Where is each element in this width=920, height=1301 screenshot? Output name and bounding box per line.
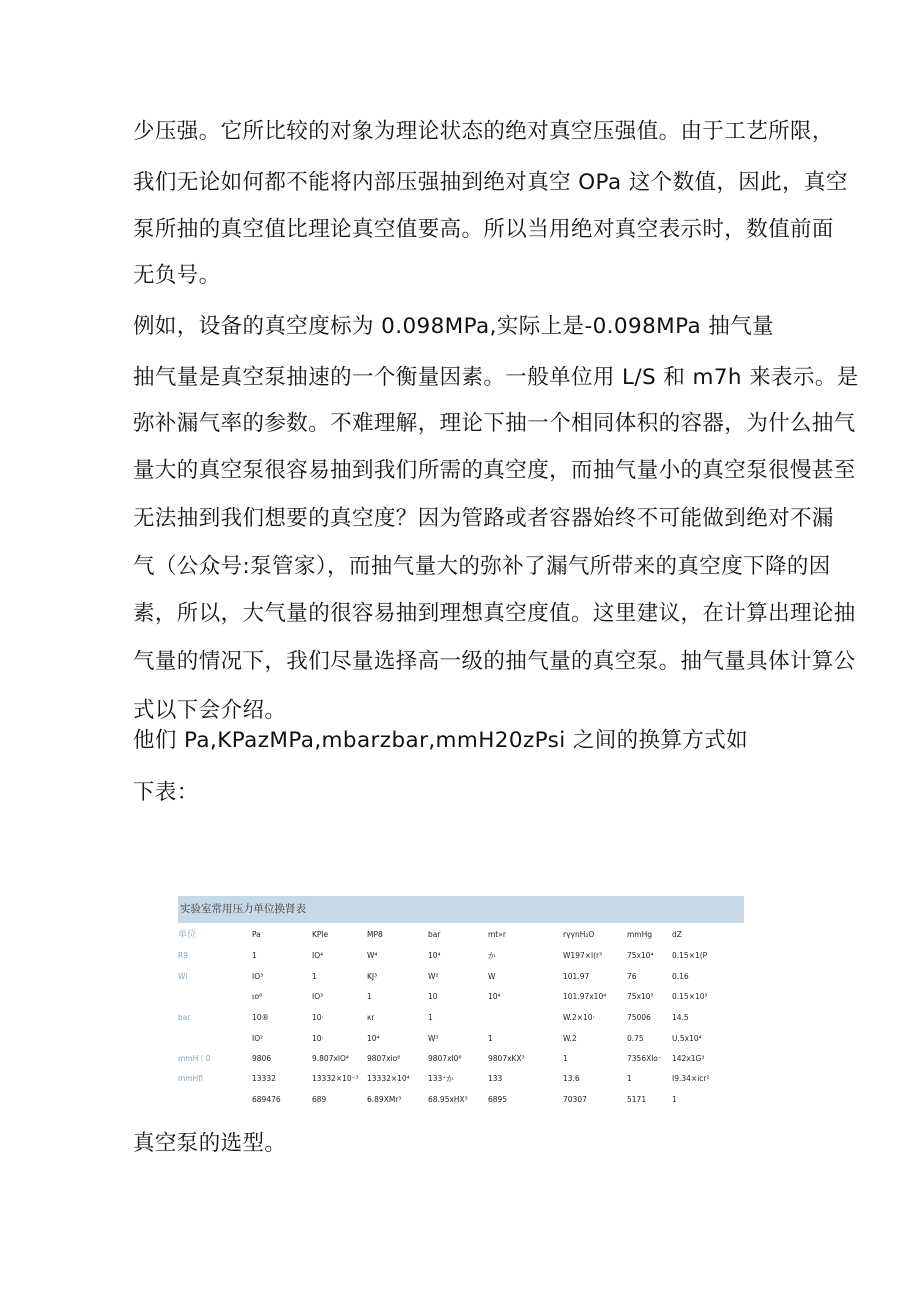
table-row xyxy=(178,1069,744,1089)
table-header-cell: Pa xyxy=(252,930,261,939)
table-header-cell: rγγnH₂O xyxy=(563,930,595,939)
table-header-cell: dZ xyxy=(672,930,682,939)
table-cell: 75006 xyxy=(627,1013,651,1022)
table-cell: 1 xyxy=(367,992,372,1001)
paragraph-line: 无负号。 xyxy=(133,263,221,288)
table-row-label: mmH丨0 xyxy=(178,1054,211,1063)
table-cell: 76 xyxy=(627,972,637,981)
table-cell: W³ xyxy=(428,1034,439,1043)
table-cell: ιo⁶ xyxy=(252,992,263,1001)
table-cell: 6895 xyxy=(488,1095,508,1104)
paragraph-line: 他们 Pa,KPazMPa,mbarzbar,mmH20zPsi 之间的换算方式如 xyxy=(133,728,749,753)
table-cell: W² xyxy=(428,972,439,981)
table-row-label: Wi xyxy=(178,972,188,981)
table-cell: 0.15×1(P xyxy=(672,951,708,960)
table-cell: 1 xyxy=(563,1054,568,1063)
table-cell: 689 xyxy=(312,1095,327,1104)
table-cell: 10⁴ xyxy=(488,992,501,1001)
table-cell: 101.97 xyxy=(563,972,590,981)
table-header-cell: bar xyxy=(428,930,441,939)
table-row-label: R9 xyxy=(178,951,188,960)
table-cell: W197×l(r³ xyxy=(563,951,603,960)
table-cell: 9.807xlO⁴ xyxy=(312,1054,349,1063)
table-cell: IO⁴ xyxy=(312,951,324,960)
paragraph-line: 量大的真空泵很容易抽到我们所需的真空度，而抽气量小的真空泵很慢甚至 xyxy=(133,458,856,483)
table-cell: 10⁴ xyxy=(428,951,441,960)
table-caption: 实验室常用压力单位换肾表 xyxy=(178,896,744,923)
table-cell: IO³ xyxy=(312,992,324,1001)
table-cell: か xyxy=(488,951,496,960)
paragraph-line: 无法抽到我们想要的真空度？因为管路或者容器始终不可能做到绝对不漏 xyxy=(133,506,834,531)
table-cell: 1 xyxy=(312,972,317,981)
table-cell: 9806 xyxy=(252,1054,272,1063)
paragraph-line: 抽气量是真空泵抽速的一个衡量因素。一般单位用 L/S 和 m7h 来表示。是 xyxy=(133,365,859,390)
table-header-cell: MP8 xyxy=(367,930,383,939)
table-cell: 9807xio⁶ xyxy=(367,1054,401,1063)
paragraph-line: 气（公众号:泵管家），而抽气量大的弥补了漏气所带来的真空度下降的因 xyxy=(133,554,831,579)
table-row-label: mmHfl xyxy=(178,1074,203,1083)
paragraph-line: 气量的情况下，我们尽量选择高一级的抽气量的真空泵。抽气量具体计算公 xyxy=(133,649,856,674)
table-cell: 689476 xyxy=(252,1095,281,1104)
table-header-cell: mt»r xyxy=(488,930,506,939)
table-cell: 14.5 xyxy=(672,1013,689,1022)
table-cell: 0.75 xyxy=(627,1034,644,1043)
table-cell: W xyxy=(488,972,496,981)
table-cell: W.2×10· xyxy=(563,1013,595,1022)
table-row-label: bar xyxy=(178,1013,191,1022)
table-cell: 1 xyxy=(252,951,257,960)
table-cell: 101.97x10⁴ xyxy=(563,992,607,1001)
paragraph-line: 弥补漏气率的参数。不难理解，理论下抽一个相同体积的容器，为什么抽气 xyxy=(133,411,856,436)
table-row xyxy=(178,1049,744,1069)
table-cell: 13332×10⁻³ xyxy=(312,1074,359,1083)
table-cell: 5171 xyxy=(627,1095,647,1104)
table-cell: 68.95xHX³ xyxy=(428,1095,468,1104)
table-cell: W⁴ xyxy=(367,951,378,960)
table-cell: 70307 xyxy=(563,1095,587,1104)
paragraph-line: 例如，设备的真空度标为 0.098MPa,实际上是-0.098MPa 抽气量 xyxy=(133,314,775,339)
pressure-conversion-table xyxy=(178,896,744,1116)
table-cell: 0.15×10³ xyxy=(672,992,708,1001)
table-cell: 1 xyxy=(488,1034,493,1043)
table-cell: 10· xyxy=(312,1034,324,1043)
table-row xyxy=(178,946,744,966)
table-cell: 9807xKX³ xyxy=(488,1054,525,1063)
table-cell: 1 xyxy=(627,1074,632,1083)
table-cell: 1 xyxy=(428,1013,433,1022)
table-cell: 133⁺か xyxy=(428,1074,454,1083)
table-cell: 0.16 xyxy=(672,972,689,981)
table-cell: I9.34×icr² xyxy=(672,1074,710,1083)
table-cell: 75x10³ xyxy=(627,992,654,1001)
table-cell: 10® xyxy=(252,1013,270,1022)
table-row xyxy=(178,987,744,1007)
table-cell: W.2 xyxy=(563,1034,577,1043)
paragraph-line: 泵所抽的真空值比理论真空值要高。所以当用绝对真空表示时，数值前面 xyxy=(133,217,834,242)
table-cell: 10⁴ xyxy=(367,1034,380,1043)
table-row xyxy=(178,1090,744,1110)
table-cell: 10 xyxy=(428,992,438,1001)
table-cell: 142x1G³ xyxy=(672,1054,705,1063)
table-cell: 9807xl0⁸ xyxy=(428,1054,462,1063)
table-row xyxy=(178,1008,744,1028)
table-cell: IO² xyxy=(252,1034,264,1043)
table-header-row xyxy=(178,925,744,945)
paragraph-line: 下表： xyxy=(133,780,199,805)
table-cell: 13332 xyxy=(252,1074,276,1083)
table-cell: KJ³ xyxy=(367,972,378,981)
table-row xyxy=(178,1029,744,1049)
paragraph-line: 少压强。它所比较的对象为理论状态的绝对真空压强值。由于工艺所限， xyxy=(133,119,834,144)
closing-heading: 真空泵的选型。 xyxy=(133,1131,287,1156)
table-header-cell: mmHg xyxy=(627,930,653,939)
table-header-cell: KPle xyxy=(312,930,329,939)
table-cell: 13332×10⁴ xyxy=(367,1074,410,1083)
paragraph-line: 式以下会介绍。 xyxy=(133,698,287,723)
paragraph-line: 素，所以，大气量的很容易抽到理想真空度值。这里建议，在计算出理论抽 xyxy=(133,601,856,626)
table-cell: U.5x10⁴ xyxy=(672,1034,702,1043)
table-cell: 13.6 xyxy=(563,1074,580,1083)
table-cell: 6.89XMr³ xyxy=(367,1095,402,1104)
table-cell: 10· xyxy=(312,1013,324,1022)
paragraph-line: 我们无论如何都不能将内部压强抽到绝对真空 OPa 这个数值，因此，真空 xyxy=(133,170,848,195)
table-cell: κr xyxy=(367,1013,375,1022)
table-cell: 7356Xlo⁻ xyxy=(627,1054,662,1063)
table-cell: 1 xyxy=(672,1095,677,1104)
table-cell: 75x10⁴ xyxy=(627,951,654,960)
table-cell: IO³ xyxy=(252,972,264,981)
table-row xyxy=(178,967,744,987)
table-header-cell: 单位 xyxy=(178,930,197,940)
table-cell: 133 xyxy=(488,1074,503,1083)
